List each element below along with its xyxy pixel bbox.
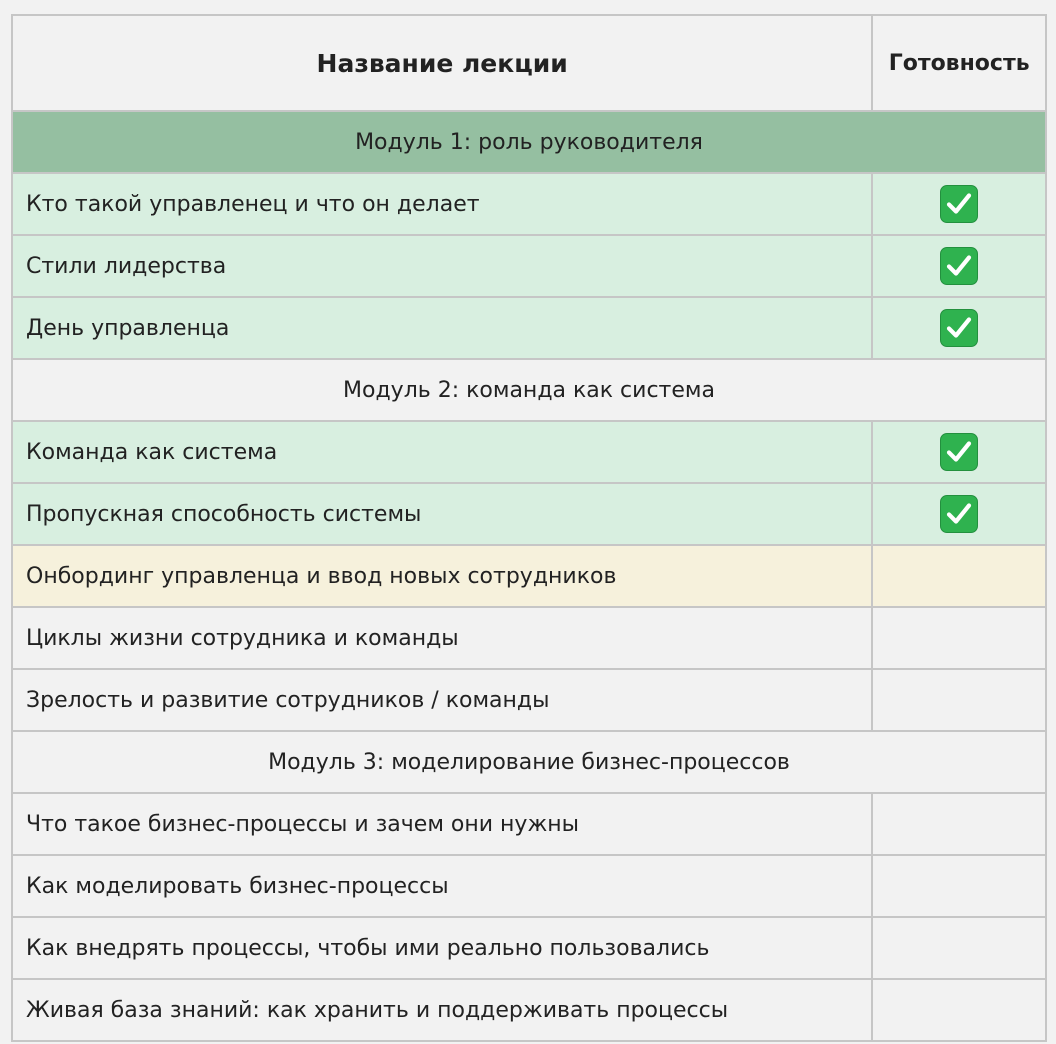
table-row [13,422,1047,484]
lecture-title: Команда как система [13,422,873,484]
lecture-title: День управленца [13,298,873,360]
table-row [13,794,1047,856]
lecture-title: Пропускная способность системы [13,484,873,546]
lecture-title: Стили лидерства [13,236,873,298]
lecture-title: Что такое бизнес-процессы и зачем они нужны [13,794,873,856]
status-cell [873,546,1047,608]
status-cell [873,980,1047,1042]
check-mark-button-icon [940,495,978,533]
table-row [13,546,1047,608]
table-row [13,856,1047,918]
module-row [13,112,1047,174]
table-row [13,484,1047,546]
status-cell [873,794,1047,856]
lecture-title: Живая база знаний: как хранить и поддерживать процессы [13,980,873,1042]
check-mark-button-icon [940,247,978,285]
check-mark-button-icon [940,309,978,347]
check-mark-button-icon [940,433,978,471]
table-row [13,174,1047,236]
table-row [13,980,1047,1042]
module-title: Модуль 1: роль руководителя [13,112,1047,174]
status-cell [873,298,1047,360]
lecture-title: Онбординг управленца и ввод новых сотрудников [13,546,873,608]
status-cell [873,856,1047,918]
status-cell [873,484,1047,546]
check-mark-button-icon [940,185,978,223]
table-row [13,918,1047,980]
lecture-title: Зрелость и развитие сотрудников / команды [13,670,873,732]
status-cell [873,174,1047,236]
header-readiness: Готовность [873,16,1047,112]
table-header-row [13,16,1047,112]
table-row [13,236,1047,298]
lecture-table [11,14,1047,1042]
lecture-title: Кто такой управленец и что он делает [13,174,873,236]
module-row [13,360,1047,422]
module-title: Модуль 3: моделирование бизнес-процессов [13,732,1047,794]
module-row [13,732,1047,794]
lecture-title: Циклы жизни сотрудника и команды [13,608,873,670]
header-lecture-title: Название лекции [13,16,873,112]
status-cell [873,422,1047,484]
status-cell [873,608,1047,670]
table-row [13,608,1047,670]
status-cell [873,670,1047,732]
status-cell [873,918,1047,980]
module-title: Модуль 2: команда как система [13,360,1047,422]
table-row [13,670,1047,732]
lecture-title: Как внедрять процессы, чтобы ими реально пользовались [13,918,873,980]
lecture-title: Как моделировать бизнес-процессы [13,856,873,918]
table-row [13,298,1047,360]
status-cell [873,236,1047,298]
